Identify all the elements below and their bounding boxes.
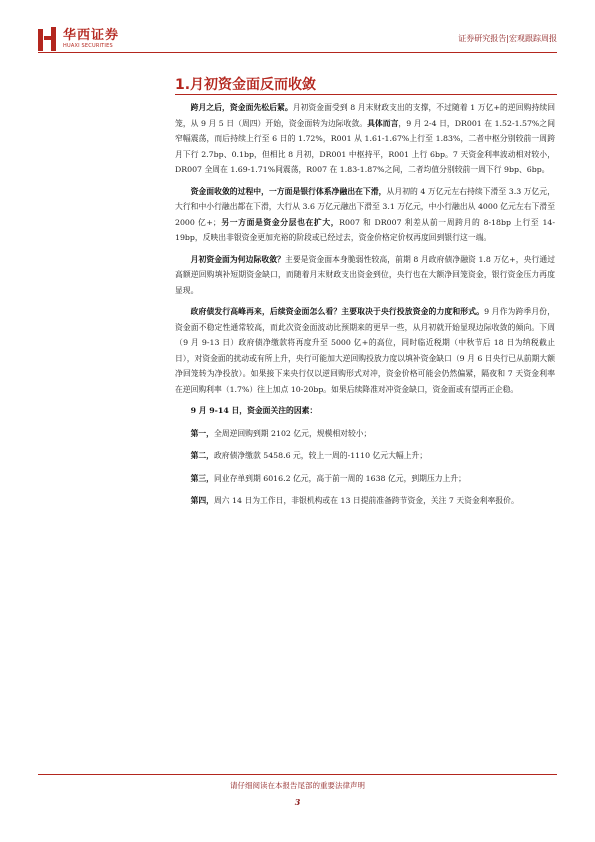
paragraph (175, 100, 555, 178)
paragraph-text-2: R007 和 DR007 利差从前一周跨月的 8-18bp 上行至 14-19bp，反映出非银资金更加充裕的阶段或已经过去，资金价格定价权再度回到银行这一端。 (175, 217, 556, 242)
list-item-lead: 第三， (190, 473, 214, 483)
paragraph-lead: 资金面收敛的过程中，一方面是银行体系净融出在下滑， (190, 186, 387, 196)
list-intro-text: 9 月 9-14 日，资金面关注的因素： (190, 406, 318, 415)
paragraph-lead-2: 具体而言 (367, 118, 399, 128)
paragraph (175, 252, 555, 299)
list-item (175, 426, 555, 442)
paragraph-lead: 跨月之后，资金面先松后紧。 (190, 103, 293, 112)
report-type-label: 证券研究报告|宏观跟踪周报 (458, 34, 557, 43)
list-item-text: 周六 14 日为工作日，非银机构或在 13 日提前准备跨节资金，关注 7 天资金利率报价。 (213, 496, 519, 505)
paragraph (175, 304, 555, 397)
logo-english-name: HUAXI SECURITIES (63, 43, 113, 49)
paragraph-text: 月初资金面受到 8 月末财政支出的支撑，不过随着 1 万亿+的逆回购持续回笼，从 9 月 5 日（周四）开始，资金面转为边际收敛。 (175, 103, 555, 128)
list-item-lead: 第四， (190, 496, 214, 505)
list-item-text: 同业存单到期 6016.2 亿元，高于前一周的 1638 亿元，到期压力上升； (213, 473, 466, 483)
paragraph-text: 从月初的 4 万亿元左右持续下滑至 3.3 万亿元，大行和中小行融出都在下滑，大行从 3.6 万亿元融出下滑至 3.1 万亿元，中小行融出从 4000 亿元左右下滑至 2000 亿+； (175, 186, 555, 227)
list-item-text: 全周逆回购到期 2102 亿元，规模相对较小； (213, 428, 372, 438)
logo-chinese-name: 华西证券 (63, 28, 120, 43)
footer-divider (38, 774, 557, 775)
paragraph-lead: 月初资金面为何边际收敛？ (190, 254, 285, 264)
list-item-lead: 第一， (190, 428, 214, 438)
list-item (175, 493, 555, 509)
list-item (175, 471, 555, 487)
legal-notice: 请仔细阅读在本报告尾部的重要法律声明 (230, 781, 365, 790)
list-intro (175, 403, 555, 419)
paragraph-text: 9 月作为跨季月份，资金面不稳定性通常较高，而此次资金面波动比预期来的更早一些，从月初就开始显现边际收敛的倾向。下周（9 月 9-13 日）政府债净缴款将再度升至 5000 亿+的高位，同时临近税期（中秋节后 18 日为纳税截止日），对资金面的扰动或有所上升，央行可能加大逆回购投放力度以填补资金缺口（9 月 6 日央行已从前期大额净回笼转为净投放）。如果接下来央行仅以逆回购形式对冲，资金价格可能会仍然偏紧，隔夜和 7 天资金利率在逆回购利率（1.7%）往上加点 10-20bp。如果后续降准对冲资金缺口，资金面或有望再正企稳。 (175, 307, 555, 394)
title-divider (175, 94, 557, 95)
paragraph-lead-2: 另一方面是资金分层也在扩大， (220, 217, 340, 227)
report-body (175, 100, 555, 516)
paragraph-lead: 政府债发行高峰再来，后续资金面怎么看？主要取决于央行投放资金的力度和形式。 (190, 307, 485, 316)
paragraph-text-2: ，9 月 2-4 日，DR001 在 1.52-1.57%之间窄幅震荡，而后持续上行至 6 日的 1.72%，R001 从 1.61-1.67%上行至 1.83%，二者中枢分别较前一周跨月下行 2.7bp、0.1bp，但相比 8 月初，DR001 中枢持平，R001 上行 6bp。7 天资金利率波动相对较小，DR007 全周在 1.69-1.71%间震荡，R007 在 1.83-1.87%之间，二者均值分别较前一周下行 9bp、6bp。 (175, 118, 555, 174)
list-item-lead: 第二， (190, 451, 214, 460)
paragraph-text: 主要是资金面本身脆弱性较高，前期 8 月政府债净融资 1.8 万亿+，央行通过高额逆回购填补短期资金缺口，而随着月末财政支出资金到位，央行也在大额净回笼资金，银行资金压力再度显现。 (175, 254, 556, 295)
company-logo (38, 26, 119, 52)
logo-mark-icon (38, 27, 58, 51)
list-item-text: 政府债净缴款 5458.6 元，较上一周的-1110 亿元大幅上升； (213, 451, 428, 460)
factor-list (175, 403, 555, 509)
list-item (175, 448, 555, 464)
page-number: 3 (294, 797, 301, 807)
paragraph (175, 184, 555, 246)
header-divider (38, 52, 557, 53)
section-title: 1.月初资金面反而收敛 (175, 77, 317, 93)
